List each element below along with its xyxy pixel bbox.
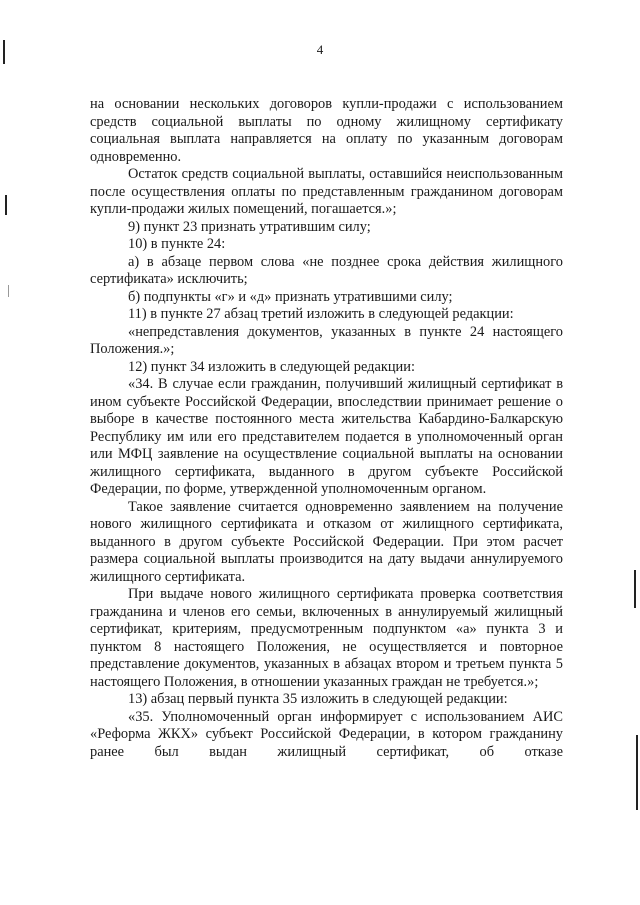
paragraph-remaining-funds: Остаток средств социальной выплаты, оставшийся неиспользованным после осуществления оплаты по представленным гражданином договорам купли-продажи жилых помещений, погашается.»;: [90, 166, 563, 217]
document-body: [90, 96, 563, 761]
paragraph-item-11: 11) в пункте 27 абзац третий изложить в следующей редакции:: [128, 306, 514, 322]
paragraph-clause-34-verification: При выдаче нового жилищного сертификата проверка соответствия гражданина и членов его семьи, включенных в аннулируемый жилищный сертификат, критериям, предусмотренным подпунктом «а» пункта 3 и пунктом 8 настоящего Положения, не осуществляется и повторное представление документов, указанных в абзацах втором и третьем пункта 5 настоящего Положения, в отношении указанных граждан не требуется.»;: [90, 586, 563, 690]
paragraph-item-12: 12) пункт 34 изложить в следующей редакции:: [128, 358, 415, 375]
scan-edge-mark-faint-left: [8, 285, 9, 297]
paragraph-item-10a: а) в абзаце первом слова «не позднее срока действия жилищного сертификата» исключить;: [90, 253, 563, 287]
paragraph-clause-34: «34. В случае если гражданин, получивший жилищный сертификат в ином субъекте Российской Федерации, впоследствии принимает решение о выборе в качестве постоянного места жительства Кабардино-Балкарскую Республику им или его представителем подается в уполномоченный орган или МФЦ заявление на осуществление социальной выплаты на основании жилищного сертификата, выданного в другом субъекте Российской Федерации, по форме, утвержденной уполномоченным органом.: [90, 376, 563, 497]
paragraph-item-13: 13) абзац первый пункта 35 изложить в следующей редакции:: [128, 691, 508, 707]
page-number: 4: [316, 42, 324, 57]
scan-edge-mark-right-2: [636, 735, 638, 810]
paragraph-item-10: 10) в пункте 24:: [128, 236, 226, 252]
paragraph-clause-34-application: Такое заявление считается одновременно заявлением на получение нового жилищного сертификата и отказом от жилищного сертификата, выданного в другом субъекте Российской Федерации. При этом расчет размера социальной выплаты производится на дату выдачи аннулируемого жилищного сертификата.: [90, 498, 563, 585]
scan-edge-mark-right-1: [634, 570, 636, 608]
paragraph-item-9: 9) пункт 23 признать утратившим силу;: [128, 218, 371, 235]
paragraph-clause-35: «35. Уполномоченный орган информирует с использованием АИС «Реформа ЖКХ» субъект Российской Федерации, в котором гражданину ранее был выдан жилищный сертификат, об отказе: [90, 708, 563, 760]
paragraph-item-11-text: «непредставления документов, указанных в пункте 24 настоящего Положения.»;: [90, 323, 563, 357]
scan-edge-mark-mid-left: [5, 195, 7, 215]
paragraph-continuation: на основании нескольких договоров купли-продажи с использованием средств социальной выплаты по одному жилищному сертификату социальная выплата направляется на оплату по указанным договорам одновременно.: [90, 96, 563, 165]
paragraph-item-10b: б) подпункты «г» и «д» признать утратившими силу;: [128, 288, 453, 305]
